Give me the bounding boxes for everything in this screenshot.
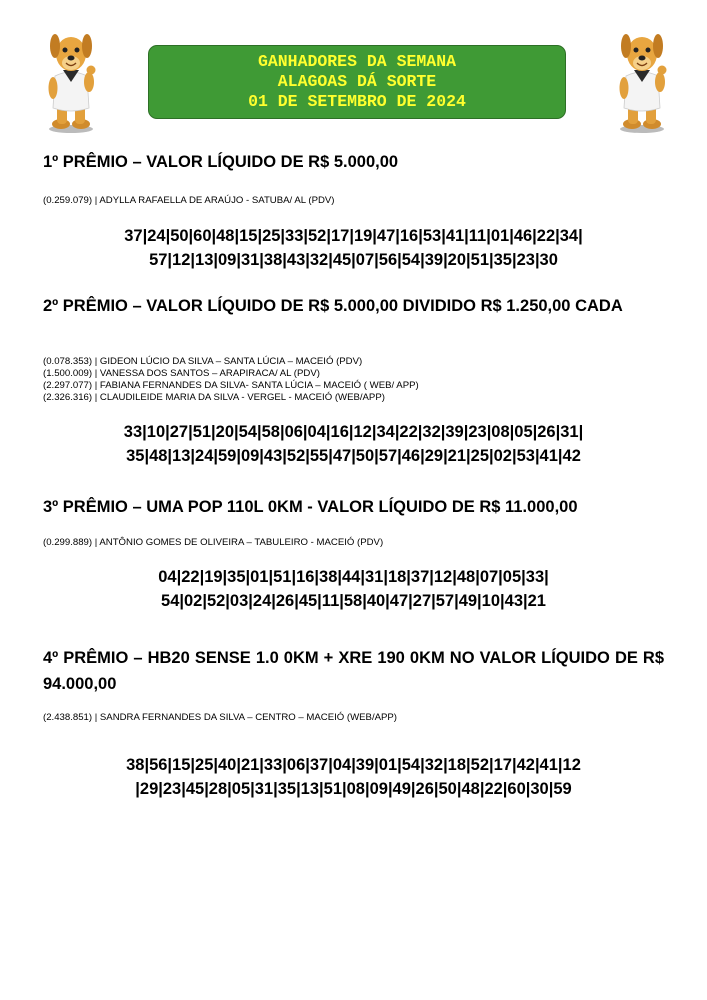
numbers-line: |29|23|45|28|05|31|35|13|51|08|09|49|26|50|48|22|60|30|59 — [135, 780, 572, 798]
numbers-line: 37|24|50|60|48|15|25|33|52|17|19|47|16|53|41|11|01|46|22|34| — [124, 227, 583, 245]
winner-entry: (0.299.889) | ANTÔNIO GOMES DE OLIVEIRA – TABULEIRO - MACEIÓ (PDV) — [43, 537, 384, 548]
mascot-dog-image-right — [612, 30, 672, 134]
winner-entry: (0.078.353) | GIDEON LÚCIO DA SILVA – SANTA LÚCIA – MACEIÓ (PDV) — [43, 356, 363, 367]
prize-3-winners — [43, 537, 664, 549]
prize-1-numbers — [43, 224, 664, 272]
numbers-line: 33|10|27|51|20|54|58|06|04|16|12|34|22|32|39|23|08|05|26|31| — [123, 423, 584, 441]
prize-4-numbers — [43, 753, 664, 801]
numbers-line: 04|22|19|35|01|51|16|38|44|31|18|37|12|48|07|05|33| — [158, 568, 549, 586]
prize-2-heading: 2º PRÊMIO – VALOR LÍQUIDO DE R$ 5.000,00 DIVIDIDO R$ 1.250,00 CADA — [43, 297, 623, 315]
winner-entry: (2.438.851) | SANDRA FERNANDES DA SILVA – CENTRO – MACEIÓ (WEB/APP) — [43, 712, 398, 723]
banner-date-line: 01 DE SETEMBRO DE 2024 — [248, 92, 466, 111]
mascot-dog-image-left — [41, 30, 101, 134]
banner-title-line: GANHADORES DA SEMANA — [257, 52, 457, 71]
prize-4-winners — [43, 712, 664, 724]
banner-subtitle-line: ALAGOAS DÁ SORTE — [277, 72, 437, 91]
numbers-line: 54|02|52|03|24|26|45|11|58|40|47|27|57|49|10|43|21 — [161, 592, 546, 610]
winner-entry: (2.326.316) | CLAUDILEIDE MARIA DA SILVA - VERGEL - MACEIÓ (WEB/APP) — [43, 392, 385, 403]
numbers-line: 38|56|15|25|40|21|33|06|37|04|39|01|54|32|18|52|17|42|41|12 — [126, 756, 581, 774]
prize-2-winners — [43, 356, 664, 404]
title-banner — [148, 45, 566, 119]
prize-3-heading: 3º PRÊMIO – UMA POP 110L 0KM - VALOR LÍQUIDO DE R$ 11.000,00 — [43, 498, 578, 516]
prize-1-winners — [43, 195, 664, 207]
winner-entry: (0.259.079) | ADYLLA RAFAELLA DE ARAÚJO - SATUBA/ AL (PDV) — [43, 195, 335, 206]
winner-entry: (2.297.077) | FABIANA FERNANDES DA SILVA- SANTA LÚCIA – MACEIÓ ( WEB/ APP) — [43, 380, 419, 391]
prize-4-heading: 4º PRÊMIO – HB20 SENSE 1.0 0KM + XRE 190 0KM NO VALOR LÍQUIDO DE R$ 94.000,00 — [43, 649, 664, 693]
prize-1-heading: 1º PRÊMIO – VALOR LÍQUIDO DE R$ 5.000,00 — [43, 153, 399, 171]
winner-entry: (1.500.009) | VANESSA DOS SANTOS – ARAPIRACA/ AL (PDV) — [43, 368, 320, 379]
numbers-line: 57|12|13|09|31|38|43|32|45|07|56|54|39|20|51|35|23|30 — [149, 251, 558, 269]
prize-3-numbers — [43, 565, 664, 613]
prize-2-numbers — [43, 420, 664, 468]
numbers-line: 35|48|13|24|59|09|43|52|55|47|50|57|46|29|21|25|02|53|41|42 — [126, 447, 581, 465]
